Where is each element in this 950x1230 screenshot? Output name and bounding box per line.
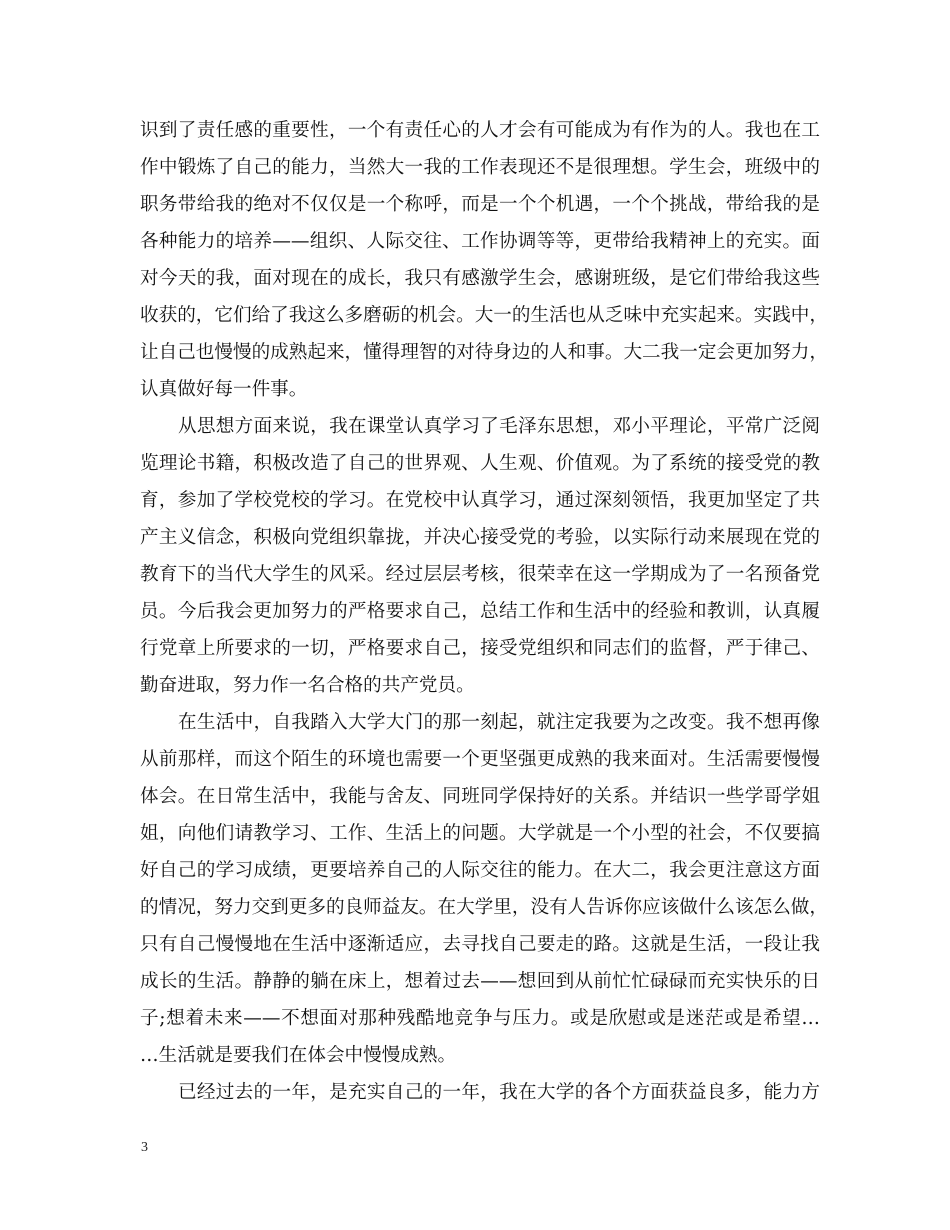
paragraph: [140, 1074, 820, 1111]
text-line: 职务带给我的绝对不仅仅是一个称呼，而是一个个机遇，一个个挑战，带给我的是: [140, 194, 820, 215]
text-line: 认真做好每一件事。: [140, 379, 308, 400]
text-line: 成长的生活。静静的躺在床上，想着过去——想回到从前忙忙碌碌而充实快乐的日: [140, 971, 820, 992]
text-line: 好自己的学习成绩，更要培养自己的人际交往的能力。在大二，我会更注意这方面: [140, 860, 820, 881]
text-line: …生活就是要我们在体会中慢慢成熟。: [140, 1045, 457, 1066]
text-line: 对今天的我，面对现在的成长，我只有感激学生会，感谢班级，是它们带给我这些: [140, 268, 820, 289]
text-line: 体会。在日常生活中，我能与舍友、同班同学保持好的关系。并结识一些学哥学姐: [140, 786, 820, 807]
body-text: [140, 112, 828, 1111]
text-line: 子;想着未来——不想面对那种残酷地竞争与压力。或是欣慰或是迷茫或是希望…: [140, 1008, 820, 1029]
page-number: 3: [141, 1140, 148, 1155]
paragraph: [140, 408, 820, 704]
text-line: 已经过去的一年，是充实自己的一年，我在大学的各个方面获益良多，能力方: [178, 1082, 820, 1103]
text-line: 在生活中，自我踏入大学大门的那一刻起，就注定我要为之改变。我不想再像: [178, 712, 820, 733]
text-line: 各种能力的培养——组织、人际交往、工作协调等等，更带给我精神上的充实。面: [140, 231, 820, 252]
text-line: 员。今后我会更加努力的严格要求自己，总结工作和生活中的经验和教训，认真履: [140, 601, 820, 622]
paragraph: [140, 112, 828, 408]
text-line: 从思想方面来说，我在课堂认真学习了毛泽东思想，邓小平理论，平常广泛阅: [178, 416, 820, 437]
text-line: 育，参加了学校党校的学习。在党校中认真学习，通过深刻领悟，我更加坚定了共: [140, 490, 820, 511]
text-line: 览理论书籍，积极改造了自己的世界观、人生观、价值观。为了系统的接受党的教: [140, 453, 820, 474]
text-line: 姐，向他们请教学习、工作、生活上的问题。大学就是一个小型的社会，不仅要搞: [140, 823, 820, 844]
text-line: 产主义信念，积极向党组织靠拢，并决心接受党的考验，以实际行动来展现在党的: [140, 527, 820, 548]
text-line: 只有自己慢慢地在生活中逐渐适应，去寻找自己要走的路。这就是生活，一段让我: [140, 934, 820, 955]
text-line: 识到了责任感的重要性，一个有责任心的人才会有可能成为有作为的人。我也在工: [140, 120, 820, 141]
text-line: 行党章上所要求的一切，严格要求自己，接受党组织和同志们的监督，严于律己、: [140, 638, 820, 659]
text-line: 让自己也慢慢的成熟起来，懂得理智的对待身边的人和事。大二我一定会更加努力，: [140, 342, 828, 363]
text-line: 收获的，它们给了我这么多磨砺的机会。大一的生活也从乏味中充实起来。实践中，: [140, 305, 828, 326]
text-line: 的情况，努力交到更多的良师益友。在大学里，没有人告诉你应该做什么该怎么做，: [140, 897, 828, 918]
paragraph: [140, 704, 828, 1074]
text-line: 教育下的当代大学生的风采。经过层层考核，很荣幸在这一学期成为了一名预备党: [140, 564, 820, 585]
text-line: 从前那样，而这个陌生的环境也需要一个更坚强更成熟的我来面对。生活需要慢慢: [140, 749, 820, 770]
text-line: 勤奋进取，努力作一名合格的共产党员。: [140, 675, 475, 696]
text-line: 作中锻炼了自己的能力，当然大一我的工作表现还不是很理想。学生会，班级中的: [140, 157, 820, 178]
